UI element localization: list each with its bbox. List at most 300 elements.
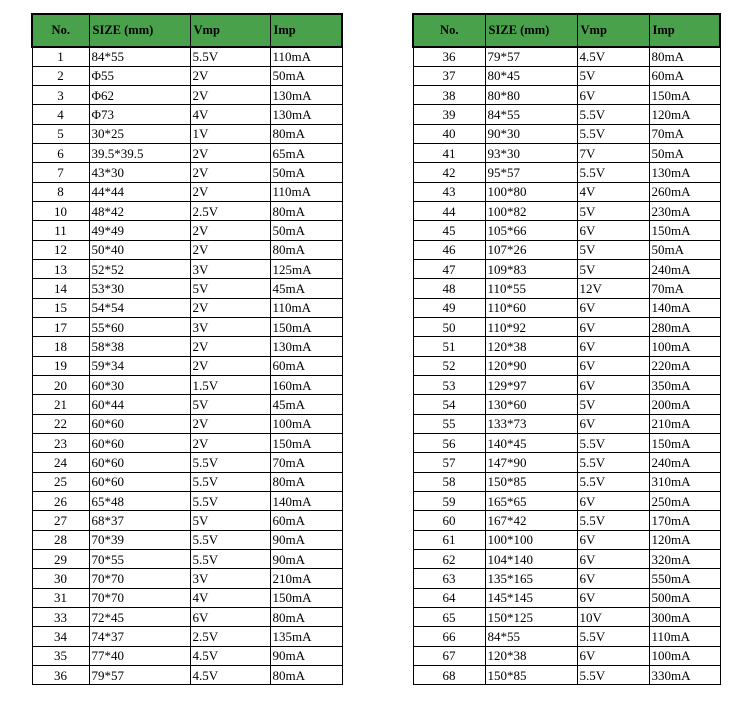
- cell-imp: 90mA: [270, 530, 342, 549]
- cell-vmp: 4V: [190, 105, 270, 124]
- cell-vmp: 6V: [577, 646, 649, 665]
- cell-imp: 110mA: [270, 182, 342, 201]
- cell-vmp: 5.5V: [190, 492, 270, 511]
- cell-vmp: 5.5V: [190, 472, 270, 491]
- cell-imp: 220mA: [649, 356, 720, 375]
- table-row: [32, 530, 342, 549]
- cell-vmp: 5.5V: [190, 47, 270, 66]
- cell-size: Φ62: [89, 86, 190, 105]
- cell-vmp: 2V: [190, 66, 270, 85]
- cell-vmp: 6V: [190, 608, 270, 627]
- cell-imp: 300mA: [649, 608, 720, 627]
- cell-size: 120*90: [485, 356, 577, 375]
- cell-vmp: 2V: [190, 182, 270, 201]
- table-row: [413, 47, 720, 66]
- cell-vmp: 6V: [577, 569, 649, 588]
- cell-size: 70*70: [89, 569, 190, 588]
- table-row: [413, 530, 720, 549]
- cell-size: 74*37: [89, 627, 190, 646]
- cell-vmp: 1.5V: [190, 376, 270, 395]
- cell-no: 54: [413, 395, 485, 414]
- cell-vmp: 1V: [190, 124, 270, 143]
- cell-vmp: 6V: [577, 414, 649, 433]
- cell-vmp: 4.5V: [190, 646, 270, 665]
- cell-no: 56: [413, 434, 485, 453]
- cell-imp: 350mA: [649, 376, 720, 395]
- cell-size: 95*57: [485, 163, 577, 182]
- cell-imp: 50mA: [649, 144, 720, 163]
- cell-imp: 210mA: [270, 569, 342, 588]
- cell-imp: 240mA: [649, 260, 720, 279]
- cell-imp: 120mA: [649, 530, 720, 549]
- cell-vmp: 10V: [577, 608, 649, 627]
- cell-size: 60*60: [89, 453, 190, 472]
- cell-vmp: 6V: [577, 221, 649, 240]
- table-row: [32, 124, 342, 143]
- cell-no: 48: [413, 279, 485, 298]
- table-row: [413, 511, 720, 530]
- cell-no: 1: [32, 47, 89, 66]
- cell-imp: 310mA: [649, 472, 720, 491]
- table-body-left: [32, 47, 342, 685]
- table-row: [32, 240, 342, 259]
- cell-vmp: 2V: [190, 86, 270, 105]
- cell-imp: 60mA: [649, 66, 720, 85]
- cell-vmp: 6V: [577, 318, 649, 337]
- cell-vmp: 2.5V: [190, 202, 270, 221]
- cell-imp: 280mA: [649, 318, 720, 337]
- cell-no: 13: [32, 260, 89, 279]
- cell-vmp: 6V: [577, 588, 649, 607]
- cell-vmp: 2V: [190, 434, 270, 453]
- cell-no: 33: [32, 608, 89, 627]
- spec-table-right: [412, 13, 721, 685]
- cell-imp: 90mA: [270, 646, 342, 665]
- cell-no: 38: [413, 86, 485, 105]
- cell-vmp: 6V: [577, 376, 649, 395]
- table-row: [32, 376, 342, 395]
- cell-size: 55*60: [89, 318, 190, 337]
- cell-size: 100*82: [485, 202, 577, 221]
- cell-size: 80*45: [485, 66, 577, 85]
- cell-no: 55: [413, 414, 485, 433]
- cell-size: 39.5*39.5: [89, 144, 190, 163]
- cell-vmp: 2V: [190, 337, 270, 356]
- cell-vmp: 3V: [190, 569, 270, 588]
- cell-size: 110*92: [485, 318, 577, 337]
- cell-no: 14: [32, 279, 89, 298]
- cell-imp: 50mA: [649, 240, 720, 259]
- cell-size: 50*40: [89, 240, 190, 259]
- cell-vmp: 2V: [190, 163, 270, 182]
- cell-no: 28: [32, 530, 89, 549]
- cell-size: 79*57: [89, 666, 190, 685]
- cell-size: 80*80: [485, 86, 577, 105]
- cell-no: 17: [32, 318, 89, 337]
- cell-no: 11: [32, 221, 89, 240]
- cell-imp: 45mA: [270, 279, 342, 298]
- table-row: [413, 124, 720, 143]
- cell-imp: 125mA: [270, 260, 342, 279]
- cell-imp: 130mA: [649, 163, 720, 182]
- cell-no: 27: [32, 511, 89, 530]
- cell-vmp: 5V: [577, 240, 649, 259]
- cell-no: 3: [32, 86, 89, 105]
- cell-size: 72*45: [89, 608, 190, 627]
- cell-imp: 150mA: [270, 318, 342, 337]
- table-row: [32, 202, 342, 221]
- table-body-right: [413, 47, 720, 685]
- cell-no: 50: [413, 318, 485, 337]
- table-row: [32, 395, 342, 414]
- cell-imp: 150mA: [649, 86, 720, 105]
- cell-imp: 70mA: [649, 124, 720, 143]
- cell-vmp: 6V: [577, 337, 649, 356]
- cell-size: 110*55: [485, 279, 577, 298]
- cell-no: 24: [32, 453, 89, 472]
- cell-no: 29: [32, 550, 89, 569]
- table-row: [413, 279, 720, 298]
- table-row: [32, 472, 342, 491]
- cell-imp: 80mA: [270, 608, 342, 627]
- table-row: [32, 608, 342, 627]
- cell-size: 30*25: [89, 124, 190, 143]
- table-row: [32, 337, 342, 356]
- cell-size: 60*30: [89, 376, 190, 395]
- cell-imp: 140mA: [649, 298, 720, 317]
- table-row: [32, 163, 342, 182]
- cell-vmp: 5V: [577, 395, 649, 414]
- cell-no: 36: [413, 47, 485, 66]
- cell-imp: 60mA: [270, 511, 342, 530]
- col-header-imp: Imp: [649, 14, 720, 47]
- cell-imp: 210mA: [649, 414, 720, 433]
- cell-no: 21: [32, 395, 89, 414]
- cell-imp: 50mA: [270, 221, 342, 240]
- cell-imp: 170mA: [649, 511, 720, 530]
- cell-imp: 150mA: [649, 434, 720, 453]
- cell-vmp: 5.5V: [577, 666, 649, 685]
- cell-no: 6: [32, 144, 89, 163]
- cell-no: 7: [32, 163, 89, 182]
- table-row: [413, 356, 720, 375]
- table-row: [32, 434, 342, 453]
- cell-size: 104*140: [485, 550, 577, 569]
- cell-size: Φ55: [89, 66, 190, 85]
- cell-vmp: 4.5V: [577, 47, 649, 66]
- cell-vmp: 5.5V: [577, 472, 649, 491]
- table-row: [413, 318, 720, 337]
- cell-size: 49*49: [89, 221, 190, 240]
- cell-vmp: 6V: [577, 298, 649, 317]
- cell-size: 150*85: [485, 472, 577, 491]
- cell-no: 19: [32, 356, 89, 375]
- cell-imp: 80mA: [270, 124, 342, 143]
- table-row: [413, 66, 720, 85]
- cell-no: 34: [32, 627, 89, 646]
- cell-vmp: 7V: [577, 144, 649, 163]
- cell-no: 49: [413, 298, 485, 317]
- cell-no: 42: [413, 163, 485, 182]
- cell-size: 90*30: [485, 124, 577, 143]
- table-row: [413, 298, 720, 317]
- col-header-imp: Imp: [270, 14, 342, 47]
- table-row: [413, 144, 720, 163]
- table-row: [413, 163, 720, 182]
- table-row: [413, 666, 720, 685]
- cell-imp: 80mA: [270, 472, 342, 491]
- cell-size: 52*52: [89, 260, 190, 279]
- cell-size: Φ73: [89, 105, 190, 124]
- cell-imp: 60mA: [270, 356, 342, 375]
- cell-no: 18: [32, 337, 89, 356]
- cell-size: 100*80: [485, 182, 577, 201]
- cell-size: 84*55: [485, 627, 577, 646]
- table-row: [32, 318, 342, 337]
- cell-no: 43: [413, 182, 485, 201]
- cell-imp: 500mA: [649, 588, 720, 607]
- cell-vmp: 5.5V: [577, 124, 649, 143]
- table-row: [32, 279, 342, 298]
- cell-vmp: 5V: [190, 511, 270, 530]
- cell-no: 66: [413, 627, 485, 646]
- table-row: [413, 260, 720, 279]
- cell-size: 84*55: [485, 105, 577, 124]
- col-header-vmp: Vmp: [577, 14, 649, 47]
- cell-size: 165*65: [485, 492, 577, 511]
- table-row: [413, 86, 720, 105]
- cell-no: 20: [32, 376, 89, 395]
- cell-vmp: 2V: [190, 414, 270, 433]
- cell-no: 51: [413, 337, 485, 356]
- cell-imp: 130mA: [270, 105, 342, 124]
- cell-size: 60*60: [89, 472, 190, 491]
- table-row: [32, 86, 342, 105]
- cell-no: 46: [413, 240, 485, 259]
- cell-imp: 200mA: [649, 395, 720, 414]
- cell-no: 61: [413, 530, 485, 549]
- cell-no: 47: [413, 260, 485, 279]
- col-header-no: No.: [32, 14, 89, 47]
- cell-size: 58*38: [89, 337, 190, 356]
- cell-size: 150*85: [485, 666, 577, 685]
- cell-vmp: 5.5V: [577, 453, 649, 472]
- cell-imp: 260mA: [649, 182, 720, 201]
- cell-vmp: 5.5V: [190, 550, 270, 569]
- table-row: [32, 298, 342, 317]
- col-header-vmp: Vmp: [190, 14, 270, 47]
- cell-imp: 80mA: [270, 666, 342, 685]
- cell-vmp: 2.5V: [190, 627, 270, 646]
- cell-vmp: 2V: [190, 298, 270, 317]
- table-row: [413, 395, 720, 414]
- cell-size: 147*90: [485, 453, 577, 472]
- cell-no: 23: [32, 434, 89, 453]
- cell-vmp: 5.5V: [577, 163, 649, 182]
- cell-imp: 50mA: [270, 163, 342, 182]
- cell-imp: 100mA: [270, 414, 342, 433]
- table-row: [32, 66, 342, 85]
- cell-size: 93*30: [485, 144, 577, 163]
- cell-size: 54*54: [89, 298, 190, 317]
- cell-no: 63: [413, 569, 485, 588]
- cell-no: 5: [32, 124, 89, 143]
- cell-imp: 240mA: [649, 453, 720, 472]
- cell-imp: 250mA: [649, 492, 720, 511]
- cell-no: 15: [32, 298, 89, 317]
- cell-imp: 80mA: [270, 202, 342, 221]
- table-row: [32, 356, 342, 375]
- cell-no: 12: [32, 240, 89, 259]
- cell-size: 140*45: [485, 434, 577, 453]
- cell-size: 77*40: [89, 646, 190, 665]
- cell-size: 48*42: [89, 202, 190, 221]
- cell-size: 70*70: [89, 588, 190, 607]
- cell-vmp: 6V: [577, 492, 649, 511]
- cell-vmp: 3V: [190, 318, 270, 337]
- cell-no: 4: [32, 105, 89, 124]
- cell-vmp: 5.5V: [577, 434, 649, 453]
- table-row: [32, 260, 342, 279]
- cell-no: 31: [32, 588, 89, 607]
- cell-no: 64: [413, 588, 485, 607]
- cell-imp: 70mA: [270, 453, 342, 472]
- cell-vmp: 5V: [577, 202, 649, 221]
- cell-vmp: 6V: [577, 356, 649, 375]
- cell-no: 39: [413, 105, 485, 124]
- table-row: [32, 105, 342, 124]
- cell-no: 44: [413, 202, 485, 221]
- cell-size: 60*60: [89, 414, 190, 433]
- table-row: [413, 608, 720, 627]
- cell-vmp: 5.5V: [577, 105, 649, 124]
- cell-no: 67: [413, 646, 485, 665]
- cell-no: 37: [413, 66, 485, 85]
- table-row: [413, 376, 720, 395]
- table-row: [32, 569, 342, 588]
- cell-vmp: 2V: [190, 221, 270, 240]
- table-row: [32, 47, 342, 66]
- cell-size: 70*55: [89, 550, 190, 569]
- table-row: [413, 492, 720, 511]
- cell-size: 53*30: [89, 279, 190, 298]
- col-header-no: No.: [413, 14, 485, 47]
- cell-size: 135*165: [485, 569, 577, 588]
- table-row: [413, 202, 720, 221]
- cell-size: 84*55: [89, 47, 190, 66]
- cell-vmp: 5V: [190, 395, 270, 414]
- cell-no: 41: [413, 144, 485, 163]
- table-row: [32, 666, 342, 685]
- cell-imp: 120mA: [649, 105, 720, 124]
- cell-size: 145*145: [485, 588, 577, 607]
- cell-imp: 110mA: [270, 47, 342, 66]
- cell-imp: 130mA: [270, 337, 342, 356]
- header-row: [32, 14, 342, 47]
- table-row: [32, 492, 342, 511]
- table-row: [413, 240, 720, 259]
- cell-size: 120*38: [485, 646, 577, 665]
- cell-no: 65: [413, 608, 485, 627]
- table-row: [413, 569, 720, 588]
- cell-vmp: 2V: [190, 240, 270, 259]
- cell-imp: 550mA: [649, 569, 720, 588]
- table-row: [413, 434, 720, 453]
- cell-vmp: 2V: [190, 144, 270, 163]
- cell-imp: 80mA: [270, 240, 342, 259]
- table-row: [32, 627, 342, 646]
- table-row: [413, 550, 720, 569]
- cell-vmp: 4V: [190, 588, 270, 607]
- col-header-size: SIZE (mm): [89, 14, 190, 47]
- cell-no: 62: [413, 550, 485, 569]
- table-row: [32, 646, 342, 665]
- table-row: [413, 414, 720, 433]
- cell-imp: 140mA: [270, 492, 342, 511]
- table-row: [32, 511, 342, 530]
- table-row: [413, 588, 720, 607]
- cell-imp: 45mA: [270, 395, 342, 414]
- table-row: [32, 221, 342, 240]
- table-row: [32, 414, 342, 433]
- cell-no: 35: [32, 646, 89, 665]
- cell-size: 79*57: [485, 47, 577, 66]
- cell-size: 129*97: [485, 376, 577, 395]
- cell-vmp: 6V: [577, 530, 649, 549]
- cell-no: 10: [32, 202, 89, 221]
- table-row: [32, 453, 342, 472]
- col-header-size: SIZE (mm): [485, 14, 577, 47]
- header-row: [413, 14, 720, 47]
- cell-imp: 135mA: [270, 627, 342, 646]
- table-row: [413, 453, 720, 472]
- cell-imp: 320mA: [649, 550, 720, 569]
- cell-imp: 110mA: [270, 298, 342, 317]
- table-row: [32, 144, 342, 163]
- cell-no: 60: [413, 511, 485, 530]
- cell-vmp: 4V: [577, 182, 649, 201]
- cell-vmp: 2V: [190, 356, 270, 375]
- cell-imp: 50mA: [270, 66, 342, 85]
- cell-imp: 160mA: [270, 376, 342, 395]
- cell-no: 36: [32, 666, 89, 685]
- cell-vmp: 5.5V: [577, 511, 649, 530]
- cell-size: 107*26: [485, 240, 577, 259]
- cell-vmp: 5.5V: [190, 453, 270, 472]
- cell-imp: 65mA: [270, 144, 342, 163]
- table-row: [413, 472, 720, 491]
- cell-size: 68*37: [89, 511, 190, 530]
- cell-imp: 70mA: [649, 279, 720, 298]
- cell-size: 130*60: [485, 395, 577, 414]
- cell-no: 58: [413, 472, 485, 491]
- cell-size: 60*60: [89, 434, 190, 453]
- cell-imp: 100mA: [649, 337, 720, 356]
- cell-size: 100*100: [485, 530, 577, 549]
- cell-size: 110*60: [485, 298, 577, 317]
- cell-imp: 90mA: [270, 550, 342, 569]
- cell-size: 167*42: [485, 511, 577, 530]
- cell-imp: 150mA: [270, 588, 342, 607]
- cell-vmp: 5.5V: [190, 530, 270, 549]
- cell-imp: 110mA: [649, 627, 720, 646]
- cell-no: 8: [32, 182, 89, 201]
- table-row: [413, 182, 720, 201]
- cell-no: 2: [32, 66, 89, 85]
- cell-size: 43*30: [89, 163, 190, 182]
- table-row: [32, 182, 342, 201]
- cell-no: 22: [32, 414, 89, 433]
